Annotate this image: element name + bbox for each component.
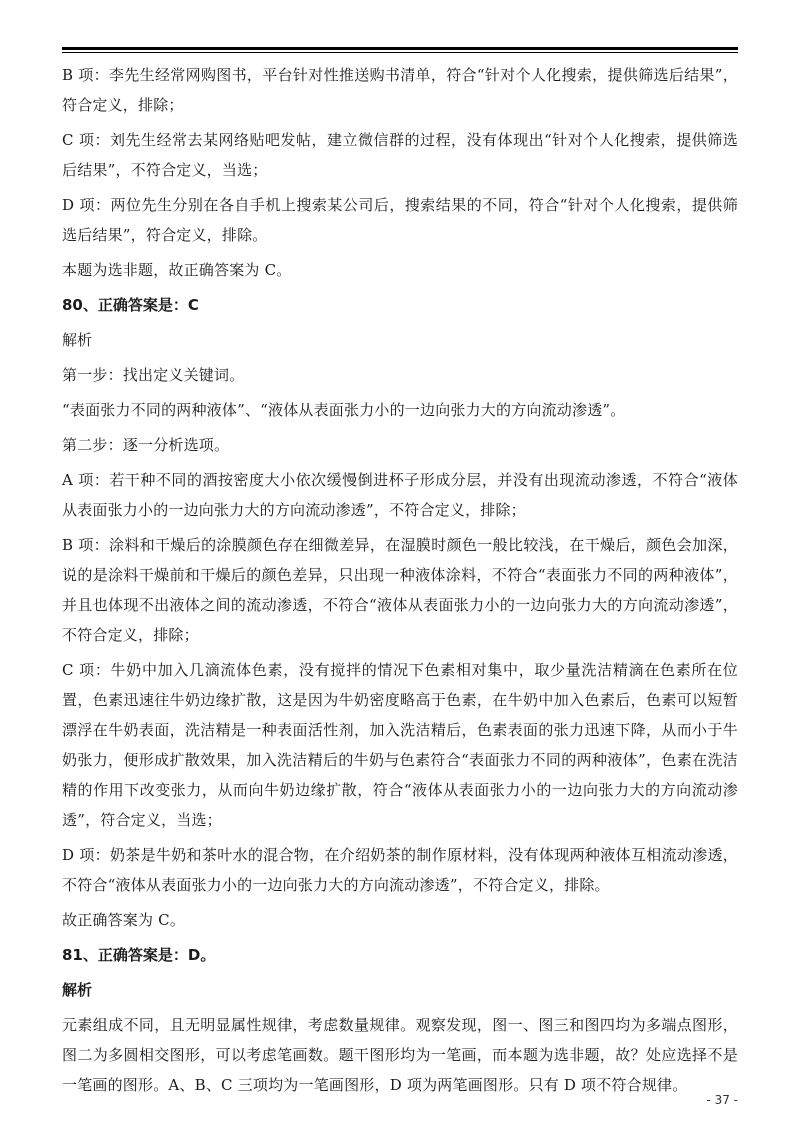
answer-heading-81: 81、正确答案是：D。 [62, 946, 216, 964]
header-rule-thin [62, 52, 738, 53]
conclusion-80: 故正确答案为 C。 [62, 911, 186, 929]
analysis-label-81: 解析 [62, 981, 93, 999]
header-rule-thick [62, 47, 738, 50]
option-d-80: D 项：奶茶是牛奶和茶叶水的混合物，在介绍奶茶的制作原材料，没有体现两种液体互相流动渗透，不符合“液体从表面张力小的一边向张力大的方向流动渗透”，不符合定义，排除。 [62, 846, 738, 894]
document-body [62, 60, 738, 1105]
step-two-80: 第二步：逐一分析选项。 [62, 436, 230, 454]
paragraph-option-b-q79: B 项：李先生经常网购图书，平台针对性推送购书清单，符合“针对个人化搜索，提供筛选后结果”，符合定义，排除； [62, 66, 738, 114]
analysis-body-81: 元素组成不同，且无明显属性规律，考虑数量规律。观察发现，图一、图三和图四均为多端点图形，图二为多圆相交图形，可以考虑笔画数。题干图形均为一笔画，而本题为选非题，故？处应选择不是一笔画的图形。A、B、C 三项均为一笔画图形，D 项为两笔画图形。只有 D 项不符合规律。 [62, 1016, 738, 1094]
answer-heading-80: 80、正确答案是：C [62, 296, 199, 314]
keywords-80: “表面张力不同的两种液体”、“液体从表面张力小的一边向张力大的方向流动渗透”。 [62, 401, 626, 419]
option-c-80: C 项：牛奶中加入几滴流体色素，没有搅拌的情况下色素相对集中，取少量洗洁精滴在色素所在位置，色素迅速往牛奶边缘扩散，这是因为牛奶密度略高于色素，在牛奶中加入色素后，色素可以短暂漂浮在牛奶表面，洗洁精是一种表面活性剂，加入洗洁精后，色素表面的张力迅速下降，从而小于牛奶张力，便形成扩散效果，加入洗洁精后的牛奶与色素符合“表面张力不同的两种液体”，色素在洗洁精的作用下改变张力，从而向牛奶边缘扩散，符合“液体从表面张力小的一边向张力大的方向流动渗透”，符合定义，当选； [62, 661, 738, 829]
step-one-80: 第一步：找出定义关键词。 [62, 366, 245, 384]
paragraph-option-d-q79: D 项：两位先生分别在各自手机上搜索某公司后，搜索结果的不同，符合“针对个人化搜索，提供筛选后结果”，符合定义，排除。 [62, 196, 738, 244]
paragraph-conclusion-q79: 本题为选非题，故正确答案为 C。 [62, 261, 292, 279]
analysis-label-80: 解析 [62, 331, 93, 349]
page-number: - 37 - [706, 1093, 738, 1107]
option-a-80: A 项：若干种不同的酒按密度大小依次缓慢倒进杯子形成分层，并没有出现流动渗透，不符合“液体从表面张力小的一边向张力大的方向流动渗透”，不符合定义，排除； [62, 471, 738, 519]
paragraph-option-c-q79: C 项：刘先生经常去某网络贴吧发帖，建立微信群的过程，没有体现出“针对个人化搜索，提供筛选后结果”，不符合定义，当选； [62, 131, 738, 179]
option-b-80: B 项：涂料和干燥后的涂膜颜色存在细微差异，在湿膜时颜色一般比较浅，在干燥后，颜色会加深，说的是涂料干燥前和干燥后的颜色差异，只出现一种液体涂料，不符合“表面张力不同的两种液体”，并且也体现不出液体之间的流动渗透，不符合“液体从表面张力小的一边向张力大的方向流动渗透”，不符合定义，排除； [62, 536, 738, 644]
